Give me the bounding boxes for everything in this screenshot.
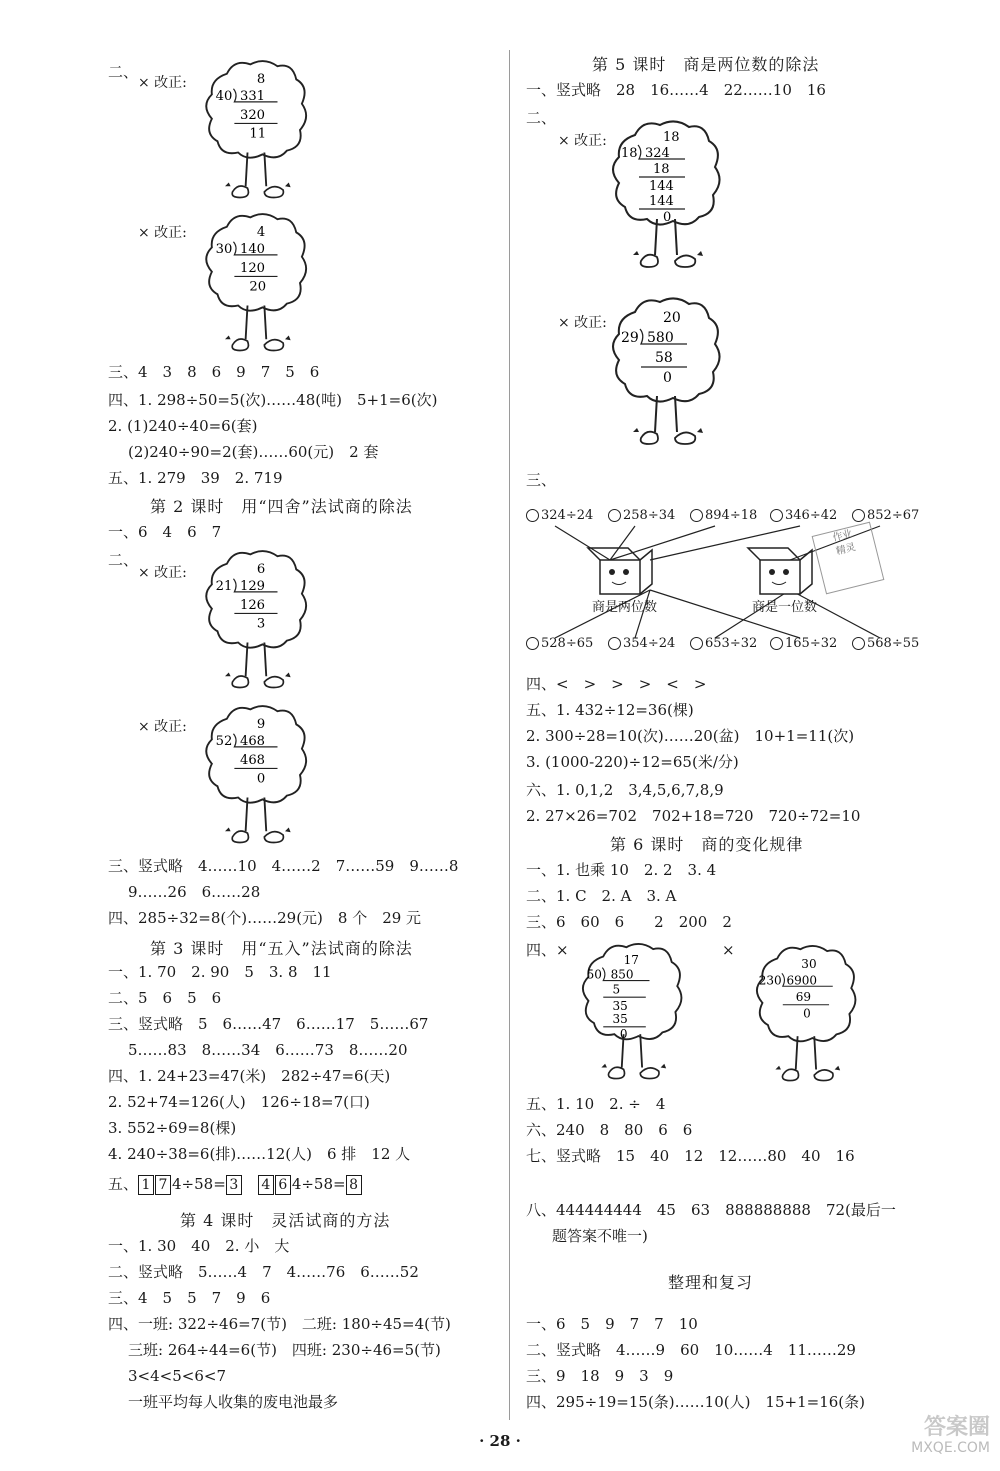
box-label-one-digit: 商是一位数: [752, 600, 818, 615]
answer-line: 三、9 18 9 3 9: [526, 1367, 674, 1385]
apple-icon: [690, 637, 703, 650]
page-number: · 28 ·: [479, 1432, 521, 1450]
answer-line: 3<4<5<6<7: [128, 1367, 226, 1385]
answer-line: 三、6 60 6 2 200 2: [526, 913, 732, 931]
product: 320: [240, 107, 266, 123]
answer-line: 三、竖式略 4……10 4……2 7……59 9……8: [108, 857, 459, 875]
answer-line: 五、1. 279 39 2. 719: [108, 469, 283, 487]
correction-label: × 改正:: [138, 565, 187, 581]
answer-line: 一班平均每人收集的废电池最多: [128, 1393, 339, 1411]
remainder: 0: [619, 1026, 628, 1041]
digit-box: 8: [346, 1175, 362, 1195]
quotient: 6: [256, 562, 266, 578]
dividend: 6900: [786, 973, 818, 988]
dividend: 324: [645, 146, 670, 161]
product: 120: [240, 260, 266, 276]
tree-division-7: [572, 938, 690, 1086]
tree-division-5: [600, 115, 730, 275]
section-er-label: 二、: [526, 109, 557, 127]
tree-division-1: [196, 55, 314, 205]
digit-box: 6: [275, 1175, 291, 1195]
product: 5: [612, 982, 621, 997]
answer-line: 五、1. 432÷12=36(棵): [526, 701, 694, 719]
apple-expression: 568÷55: [852, 636, 919, 651]
remainder: 0: [803, 1006, 811, 1021]
answer-line: 一、1. 30 40 2. 小 大: [108, 1237, 290, 1255]
product: 144: [649, 194, 674, 209]
partial: 144: [649, 179, 674, 194]
watermark-logo: 答案圈: [923, 1415, 990, 1440]
quotient: 8: [256, 72, 266, 88]
lesson-heading: 第 4 课时 灵活试商的方法: [180, 1211, 391, 1230]
tree-division-3: [196, 545, 314, 695]
apple-expression: 852÷67: [852, 508, 919, 523]
answer-line: 六、1. 0,1,2 3,4,5,6,7,8,9: [526, 781, 724, 799]
answer-line: 五、1. 10 2. ÷ 4: [526, 1095, 666, 1113]
answer-line: 二、5 6 5 6: [108, 989, 222, 1007]
answer-line: 三、4 5 5 7 9 6: [108, 1289, 271, 1307]
apple-icon: [526, 637, 539, 650]
section-er-label: 二、: [108, 551, 139, 569]
watermark-url: MXQE.COM: [911, 1440, 990, 1456]
divisor: 29: [621, 330, 639, 346]
digit-box: 4: [258, 1175, 274, 1195]
section-heading: 整理和复习: [668, 1273, 754, 1292]
apple-expression: 346÷42: [770, 508, 837, 523]
wrong-mark: ×: [722, 941, 735, 959]
divisor: 21: [215, 579, 233, 594]
correction-label: × 改正:: [558, 315, 607, 331]
stamp-logo: 作业 精灵: [812, 522, 885, 595]
column-divider: [509, 50, 510, 1420]
correction-label: × 改正:: [558, 133, 607, 149]
partial: 35: [612, 999, 628, 1014]
answer-line: 3. (1000-220)÷12=65(米/分): [526, 753, 739, 771]
divisor: 18: [621, 146, 638, 161]
quotient: 17: [623, 952, 639, 967]
answer-line: 2. 52+74=126(人) 126÷18=7(口): [108, 1093, 370, 1111]
apple-expression: 653÷32: [690, 636, 757, 651]
product: 126: [240, 597, 266, 613]
answer-line: 二、竖式略 5……4 7 4……76 6……52: [108, 1263, 419, 1281]
divisor: 230: [758, 973, 782, 988]
dividend: 331: [240, 89, 266, 104]
divisor: 40: [215, 89, 233, 104]
apple-expression: 894÷18: [690, 508, 757, 523]
divisor: 52: [215, 734, 233, 749]
answer-line: 三、4 3 8 6 9 7 5 6: [108, 363, 320, 381]
box-label-two-digit: 商是两位数: [592, 600, 658, 615]
lesson-heading: 第 6 课时 商的变化规律: [610, 835, 804, 854]
lesson-heading: 第 2 课时 用“四舍”法试商的除法: [150, 497, 413, 516]
dividend: 580: [647, 330, 674, 346]
remainder: 0: [256, 771, 266, 787]
apple-icon: [852, 637, 865, 650]
dividend: 468: [240, 734, 266, 749]
apple-icon: [770, 637, 783, 650]
answer-line: 一、6 5 9 7 7 10: [526, 1315, 698, 1333]
apple-expression: 258÷34: [608, 508, 675, 523]
remainder: 20: [249, 279, 267, 295]
section-san-label: 三、: [526, 471, 557, 489]
tree-division-4: [196, 700, 314, 850]
correction-label: × 改正:: [138, 225, 187, 241]
answer-line: 四、1. 24+23=47(米) 282÷47=6(天): [108, 1067, 391, 1085]
product: 35: [612, 1012, 628, 1027]
product: 468: [240, 752, 266, 768]
answer-line: 2. 300÷28=10(次)……20(盆) 10+1=11(次): [526, 727, 855, 745]
remainder: 0: [663, 370, 672, 386]
prefix: 五、: [108, 1175, 139, 1193]
answer-line: 四、1. 298÷50=5(次)……48(吨) 5+1=6(次): [108, 391, 438, 409]
digit-box: 7: [155, 1175, 171, 1195]
answer-line: 5……83 8……34 6……73 8……20: [128, 1041, 408, 1059]
dividend: 140: [240, 242, 266, 257]
expr: 4÷58=: [291, 1175, 346, 1193]
answer-line: 一、1. 也乘 10 2. 2 3. 4: [526, 861, 717, 879]
divisor: 30: [215, 242, 233, 257]
answer-line: 四、285÷32=8(个)……29(元) 8 个 29 元: [108, 909, 422, 927]
answer-line: 六、240 8 80 6 6: [526, 1121, 693, 1139]
tree-division-6: [600, 292, 730, 452]
answer-line: 三班: 264÷44=6(节) 四班: 230÷46=5(节): [128, 1341, 441, 1359]
quotient: 4: [256, 225, 266, 241]
quotient: 30: [801, 956, 817, 971]
quotient: 20: [663, 310, 681, 326]
dividend: 850: [610, 967, 634, 982]
answer-line: 四、< > > > < >: [526, 675, 707, 693]
expr: 4÷58=: [172, 1175, 226, 1193]
lesson-heading: 第 3 课时 用“五入”法试商的除法: [150, 939, 413, 958]
remainder: 11: [249, 126, 267, 142]
dividend: 129: [240, 579, 266, 594]
answer-line: 4. 240÷38=6(排)……12(人) 6 排 12 人: [108, 1145, 411, 1163]
remainder: 0: [663, 210, 672, 225]
digit-box: 3: [226, 1175, 242, 1195]
divisor: 50: [586, 967, 602, 982]
answer-line: 七、竖式略 15 40 12 12……80 40 16: [526, 1147, 855, 1165]
answer-line: 一、竖式略 28 16……4 22……10 16: [526, 81, 826, 99]
quotient: 18: [663, 130, 680, 145]
apple-expression: 354÷24: [608, 636, 675, 651]
tree-division-8: [746, 940, 864, 1088]
answer-line: 二、竖式略 4……9 60 10……4 11……29: [526, 1341, 856, 1359]
remainder: 3: [256, 616, 266, 632]
answer-line: 四、一班: 322÷46=7(节) 二班: 180÷45=4(节): [108, 1315, 451, 1333]
answer-line: (2)240÷90=2(套)……60(元) 2 套: [128, 443, 379, 461]
answer-line: 一、6 4 6 7: [108, 523, 222, 541]
answer-line: 八、444444444 45 63 888888888 72(最后一: [526, 1201, 896, 1219]
answer-line: 二、1. C 2. A 3. A: [526, 887, 677, 905]
digit-box: 1: [138, 1175, 154, 1195]
product: 18: [653, 162, 670, 177]
answer-line: 3. 552÷69=8(棵): [108, 1119, 237, 1137]
correction-label: × 改正:: [138, 719, 187, 735]
matching-lines: [500, 520, 1000, 645]
product: 58: [655, 350, 673, 366]
apple-expression: 324÷24: [526, 508, 593, 523]
answer-line: 四、×: [526, 941, 569, 959]
product: 69: [795, 990, 812, 1005]
lesson-heading: 第 5 课时 商是两位数的除法: [592, 55, 820, 74]
answer-line: 四、295÷19=15(条)……10(人) 15+1=16(条): [526, 1393, 865, 1411]
answer-line: 三、竖式略 5 6……47 6……17 5……67: [108, 1015, 429, 1033]
apple-expression: 165÷32: [770, 636, 837, 651]
apple-expression: 528÷65: [526, 636, 593, 651]
answer-line: 2. 27×26=702 702+18=720 720÷72=10: [526, 807, 861, 825]
answer-line: 2. (1)240÷40=6(套): [108, 417, 258, 435]
answer-line: 题答案不唯一): [552, 1227, 648, 1245]
apple-icon: [608, 637, 621, 650]
tree-division-2: [196, 208, 314, 358]
correction-label: × 改正:: [138, 75, 187, 91]
boxed-digits-line: [108, 1174, 363, 1195]
box-character-left: [588, 548, 652, 594]
section-er-label: 二、: [108, 63, 139, 81]
answer-line: 一、1. 70 2. 90 5 3. 8 11: [108, 963, 332, 981]
answer-line: 9……26 6……28: [128, 883, 261, 901]
quotient: 9: [256, 717, 266, 733]
